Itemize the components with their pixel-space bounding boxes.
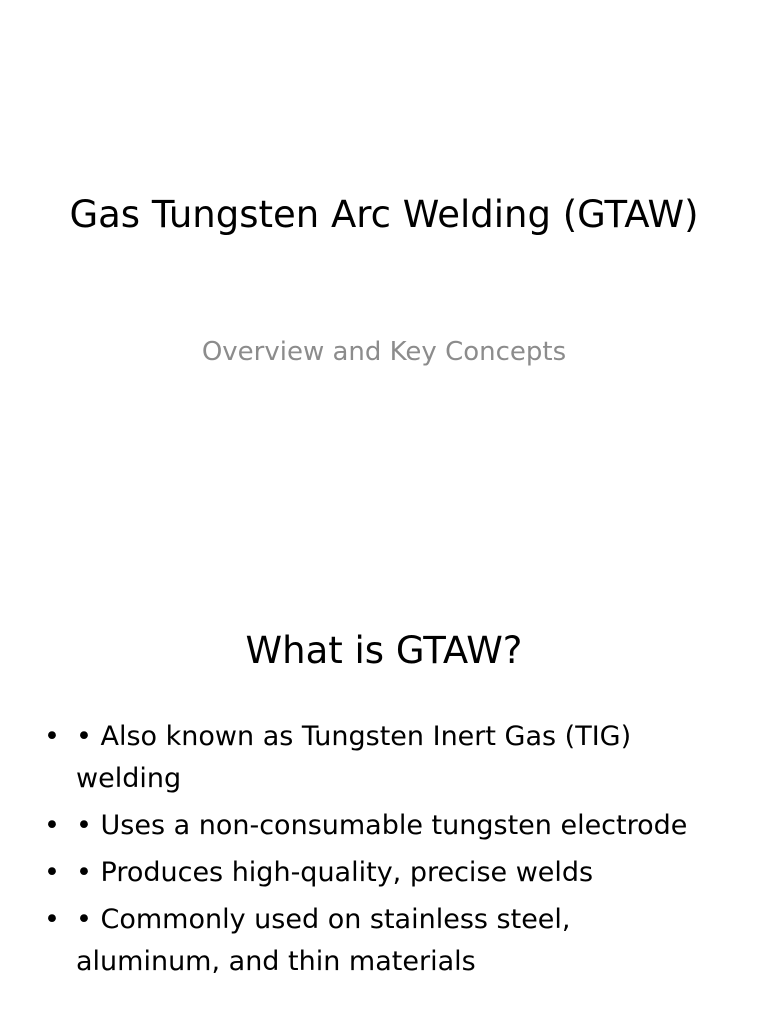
content-slide — [0, 576, 768, 1024]
bullet-text: • Commonly used on stainless steel, aluminum, and thin materials — [76, 904, 571, 977]
bullet-icon: • — [44, 810, 60, 841]
bullet-icon: • — [44, 857, 60, 888]
bullet-text: • Uses a non-consumable tungsten electrode — [76, 810, 688, 841]
bullet-list — [40, 716, 720, 988]
slide-title: Gas Tungsten Arc Welding (GTAW) — [69, 193, 699, 236]
list-item — [40, 716, 720, 800]
bullet-icon: • — [44, 721, 60, 752]
slide-heading: What is GTAW? — [245, 629, 523, 672]
bullet-icon: • — [44, 904, 60, 935]
list-item — [40, 899, 720, 983]
slide-subtitle: Overview and Key Concepts — [201, 337, 567, 367]
bullet-text: • Also known as Tungsten Inert Gas (TIG) welding — [76, 721, 632, 794]
bullet-text: • Produces high-quality, precise welds — [76, 857, 594, 888]
list-item — [40, 852, 720, 894]
list-item — [40, 805, 720, 847]
